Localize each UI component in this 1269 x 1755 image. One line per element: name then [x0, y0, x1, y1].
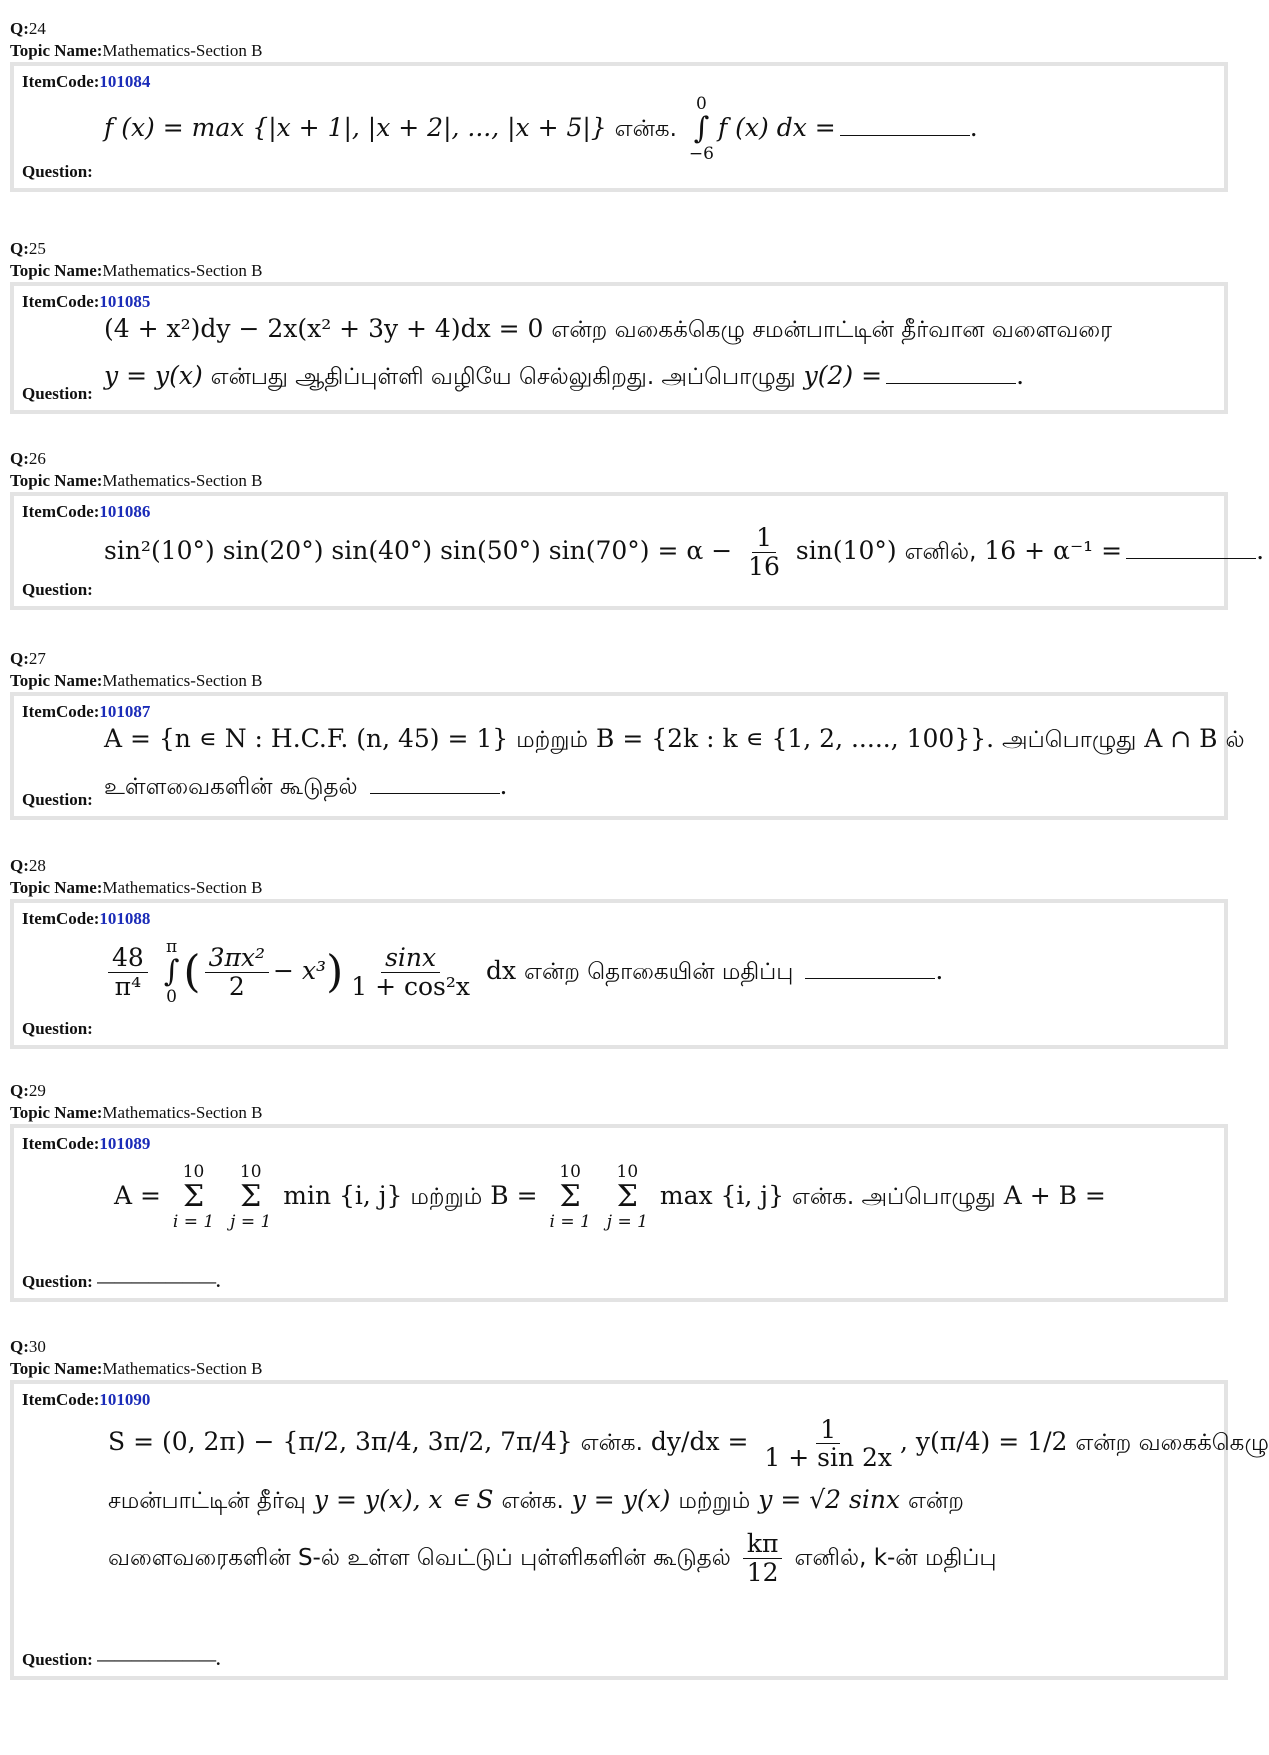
question-label: Question:	[22, 384, 93, 403]
question-body: A = {n ∊ N : H.C.F. (n, 45) = 1} மற்றும் B = {2k : k ∊ {1, 2, ....., 100}}. அப்பொழுது A ∩ B ல் உள்ளவைகளின் கூடுதல் .	[104, 724, 1245, 800]
question-block-30	[10, 1336, 1269, 1680]
topic-name: Topic Name:Mathematics-Section B	[10, 878, 263, 897]
fraction: $\frac{\text{3πx²}}{2}$	[205, 944, 269, 1000]
question-box	[10, 492, 1265, 610]
question-label: Question: ———————.	[22, 1272, 221, 1291]
question-body: f (x) = max {|x + 1|, |x + 2|, ..., |x + 5|} என்க. 0 ∫ −6 f (x) dx = .	[104, 94, 978, 165]
question-box	[10, 899, 1228, 1049]
question-body: (4 + x²)dy − 2x(x² + 3y + 4)dx = 0 என்ற வகைக்கெழு சமன்பாட்டின் தீர்வான வளைவரை y = y(x) என்பது ஆதிப்புள்ளி வழியே செல்லுகிறது. அப்பொழுது y(2) = .	[104, 314, 1113, 390]
question-body: $\frac{48}{\text{π⁴}}$ π ∫ 0 ( $\frac{\text{3πx²}}{2}$ − x³) $\frac{\sin x}{\text{1 + cos²x}}$ dx என்ற தொகையின் மதிப்பு .	[104, 937, 1210, 1008]
question-label: Question:	[22, 580, 93, 599]
question-number: Q:30	[10, 1337, 46, 1356]
sum-sign: 10 Σ i = 1	[549, 1162, 591, 1233]
item-code: ItemCode:101085	[22, 292, 151, 311]
question-label: Question:	[22, 162, 93, 181]
sum-sign: 10 Σ i = 1	[172, 1162, 215, 1233]
sum-sign: 10 Σ j = 1	[230, 1162, 272, 1233]
question-box	[10, 692, 1245, 820]
question-number: Q:27	[10, 649, 46, 668]
topic-name: Topic Name:Mathematics-Section B	[10, 1359, 263, 1378]
question-label: Question: ———————.	[22, 1650, 221, 1669]
question-label: Question:	[22, 790, 93, 809]
question-block-25	[10, 238, 1228, 414]
fraction: $\frac{1}{16}$	[748, 523, 780, 581]
question-box	[10, 1124, 1228, 1302]
question-box	[10, 62, 1228, 192]
question-block-24	[10, 18, 1228, 192]
fraction: $\frac{48}{\text{π⁴}}$	[108, 944, 148, 1000]
integral-sign: 0 ∫ −6	[688, 94, 714, 165]
topic-name: Topic Name:Mathematics-Section B	[10, 41, 263, 60]
question-number: Q:26	[10, 449, 46, 468]
question-block-28	[10, 855, 1228, 1049]
question-body: S = (0, 2π) − {π/2, 3π/4, 3π/2, 7π/4} என்க. dy/dx = $\frac{1}{1 + \sin 2x}$ , y(π/4) = 1/2 என்ற வகைக்கெழு சமன்பாட்டின் தீர்வு y = y(x), x ∊ S என்க. y = y(x) மற்றும் y = √2 sinx என்ற வளைவரைகளின் S-ல் உள்ள வெட்டுப் புள்ளிகளின் கூடுதல் $\frac{k\pi}{12}$ எனில், k-ன் மதிப்பு	[108, 1414, 1269, 1587]
question-body: sin²(10°) sin(20°) sin(40°) sin(50°) sin(70°) = α − $\frac{1}{16}$ sin(10°) எனில், 16 + α⁻¹ = .	[104, 523, 1265, 581]
question-block-27	[10, 648, 1245, 820]
item-code: ItemCode:101088	[22, 909, 151, 928]
fraction: $\frac{k\pi}{12}$	[743, 1530, 783, 1586]
question-block-29	[10, 1080, 1228, 1302]
topic-name: Topic Name:Mathematics-Section B	[10, 671, 263, 690]
item-code: ItemCode:101086	[22, 502, 151, 521]
item-code: ItemCode:101084	[22, 72, 151, 91]
question-block-26	[10, 448, 1265, 610]
question-label: Question:	[22, 1019, 93, 1038]
question-box	[10, 1380, 1269, 1680]
fraction: $\frac{\sin x}{\text{1 + cos²x}}$	[351, 943, 470, 1001]
topic-name: Topic Name:Mathematics-Section B	[10, 1103, 263, 1122]
topic-name: Topic Name:Mathematics-Section B	[10, 261, 263, 280]
topic-name: Topic Name:Mathematics-Section B	[10, 471, 263, 490]
question-number: Q:29	[10, 1081, 46, 1100]
question-body: A = 10 Σ i = 1 10 Σ j = 1 min {i, j} மற்றும் B = 10 Σ i = 1 10 Σ j = 1 max {i, j} என்க. அப்பொழுது A + B =	[114, 1162, 1106, 1233]
question-number: Q:24	[10, 19, 46, 38]
fraction: $\frac{1}{1 + \sin 2x}$	[764, 1414, 893, 1472]
item-code: ItemCode:101090	[22, 1390, 151, 1409]
question-number: Q:25	[10, 239, 46, 258]
sum-sign: 10 Σ j = 1	[606, 1162, 648, 1233]
item-code: ItemCode:101089	[22, 1134, 151, 1153]
integral-sign: π ∫ 0	[163, 937, 180, 1008]
item-code: ItemCode:101087	[22, 702, 151, 721]
question-number: Q:28	[10, 856, 46, 875]
question-box	[10, 282, 1228, 414]
